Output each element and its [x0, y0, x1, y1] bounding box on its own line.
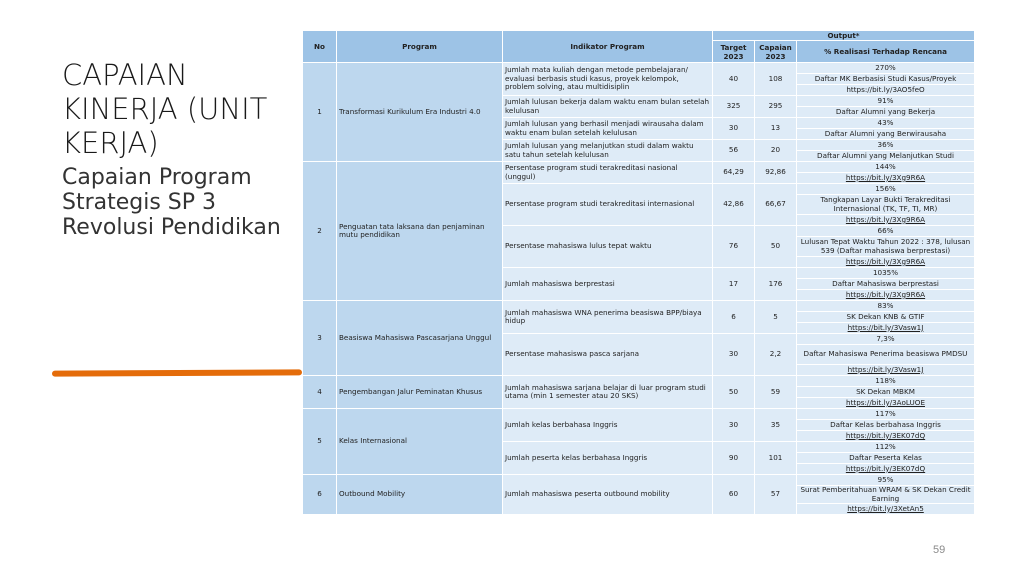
- target-value: 90: [713, 442, 755, 475]
- realisasi-link[interactable]: https://bit.ly/3AO5feO: [797, 85, 975, 96]
- target-value: 40: [713, 63, 755, 96]
- realisasi-note: Daftar Mahasiswa berprestasi: [797, 279, 975, 290]
- realisasi-percent: 117%: [797, 409, 975, 420]
- realisasi-link[interactable]: https://bit.ly/3Vasw1J: [797, 365, 975, 376]
- realisasi-link[interactable]: https://bit.ly/3Xg9R6A: [797, 215, 975, 226]
- program-no: 1: [303, 63, 337, 162]
- realisasi-percent: 91%: [797, 96, 975, 107]
- capaian-value: 57: [755, 475, 797, 515]
- program-name: Penguatan tata laksana dan penjaminan mutu pendidikan: [337, 162, 503, 301]
- indicator-text: Jumlah lulusan bekerja dalam waktu enam bulan setelah kelulusan: [503, 96, 713, 118]
- program-name: Pengembangan Jalur Peminatan Khusus: [337, 376, 503, 409]
- capaian-value: 59: [755, 376, 797, 409]
- realisasi-link[interactable]: https://bit.ly/3EK07dQ: [797, 464, 975, 475]
- program-no: 5: [303, 409, 337, 475]
- realisasi-note: Daftar Alumni yang Bekerja: [797, 107, 975, 118]
- realisasi-link[interactable]: https://bit.ly/3Xg9R6A: [797, 173, 975, 184]
- capaian-value: 108: [755, 63, 797, 96]
- header-capaian: Capaian 2023: [755, 41, 797, 63]
- realisasi-note: Daftar Kelas berbahasa Inggris: [797, 420, 975, 431]
- target-value: 30: [713, 118, 755, 140]
- realisasi-percent: 1035%: [797, 268, 975, 279]
- indicator-text: Jumlah peserta kelas berbahasa Inggris: [503, 442, 713, 475]
- realisasi-link[interactable]: https://bit.ly/3Xg9R6A: [797, 290, 975, 301]
- indicator-text: Jumlah mahasiswa sarjana belajar di luar program studi utama (min 1 semester atau 20 SKS): [503, 376, 713, 409]
- program-no: 2: [303, 162, 337, 301]
- realisasi-note: Daftar Peserta Kelas: [797, 453, 975, 464]
- realisasi-percent: 95%: [797, 475, 975, 486]
- indicator-text: Jumlah mata kuliah dengan metode pembelajaran/ evaluasi berbasis studi kasus, proyek kelompok, problem solving, atau multidisiplin: [503, 63, 713, 96]
- indicator-text: Jumlah mahasiswa peserta outbound mobility: [503, 475, 713, 515]
- capaian-value: 92,86: [755, 162, 797, 184]
- slide-title: CAPAIAN KINERJA (UNIT KERJA): [62, 58, 268, 160]
- target-value: 30: [713, 334, 755, 376]
- program-name: Beasiswa Mahasiswa Pascasarjana Unggul: [337, 301, 503, 376]
- realisasi-note: SK Dekan KNB & GTIF: [797, 312, 975, 323]
- realisasi-link[interactable]: https://bit.ly/3Vasw1J: [797, 323, 975, 334]
- target-value: 50: [713, 376, 755, 409]
- indicator-text: Jumlah mahasiswa WNA penerima beasiswa BPP/biaya hidup: [503, 301, 713, 334]
- realisasi-percent: 36%: [797, 140, 975, 151]
- program-no: 3: [303, 301, 337, 376]
- target-value: 42,86: [713, 184, 755, 226]
- capaian-value: 66,67: [755, 184, 797, 226]
- target-value: 56: [713, 140, 755, 162]
- realisasi-link[interactable]: https://bit.ly/3XetAn5: [797, 504, 975, 515]
- capaian-value: 176: [755, 268, 797, 301]
- accent-line: [52, 369, 302, 376]
- program-no: 4: [303, 376, 337, 409]
- realisasi-note: Lulusan Tepat Waktu Tahun 2022 : 378, lulusan 539 (Daftar mahasiswa berprestasi): [797, 237, 975, 257]
- realisasi-note: Tangkapan Layar Bukti Terakreditasi Internasional (TK, TF, TI, MR): [797, 195, 975, 215]
- realisasi-note: Daftar MK Berbasisi Studi Kasus/Proyek: [797, 74, 975, 85]
- header-realisasi: % Realisasi Terhadap Rencana: [797, 41, 975, 63]
- slide-subtitle: Capaian Program Strategis SP 3 Revolusi Pendidikan: [62, 165, 281, 240]
- realisasi-percent: 83%: [797, 301, 975, 312]
- capaian-value: 13: [755, 118, 797, 140]
- realisasi-percent: 144%: [797, 162, 975, 173]
- indicator-text: Persentase mahasiswa lulus tepat waktu: [503, 226, 713, 268]
- realisasi-note: Daftar Mahasiswa Penerima beasiswa PMDSU: [797, 345, 975, 365]
- capaian-value: 5: [755, 301, 797, 334]
- capaian-value: 2,2: [755, 334, 797, 376]
- realisasi-percent: 118%: [797, 376, 975, 387]
- capaian-value: 295: [755, 96, 797, 118]
- realisasi-link[interactable]: https://bit.ly/3EK07dQ: [797, 431, 975, 442]
- target-value: 60: [713, 475, 755, 515]
- realisasi-percent: 156%: [797, 184, 975, 195]
- indicator-text: Persentase program studi terakreditasi internasional: [503, 184, 713, 226]
- program-name: Outbound Mobility: [337, 475, 503, 515]
- header-output: Output*: [713, 31, 975, 41]
- realisasi-link[interactable]: https://bit.ly/3Xg9R6A: [797, 257, 975, 268]
- target-value: 17: [713, 268, 755, 301]
- realisasi-link[interactable]: https://bit.ly/3AoLUOE: [797, 398, 975, 409]
- capaian-value: 20: [755, 140, 797, 162]
- page-number: 59: [933, 544, 946, 556]
- header-indikator: Indikator Program: [503, 31, 713, 63]
- indicator-text: Jumlah mahasiswa berprestasi: [503, 268, 713, 301]
- realisasi-percent: 66%: [797, 226, 975, 237]
- target-value: 30: [713, 409, 755, 442]
- realisasi-note: Daftar Alumni yang Berwirausaha: [797, 129, 975, 140]
- realisasi-percent: 43%: [797, 118, 975, 129]
- target-value: 6: [713, 301, 755, 334]
- capaian-value: 50: [755, 226, 797, 268]
- realisasi-note: SK Dekan MBKM: [797, 387, 975, 398]
- indicator-text: Jumlah kelas berbahasa Inggris: [503, 409, 713, 442]
- indicator-text: Persentase program studi terakreditasi nasional (unggul): [503, 162, 713, 184]
- performance-table: [302, 30, 975, 515]
- header-target: Target 2023: [713, 41, 755, 63]
- indicator-text: Jumlah lulusan yang berhasil menjadi wirausaha dalam waktu enam bulan setelah kelulusan: [503, 118, 713, 140]
- capaian-value: 35: [755, 409, 797, 442]
- realisasi-note: Daftar Alumni yang Melanjutkan Studi: [797, 151, 975, 162]
- target-value: 64,29: [713, 162, 755, 184]
- header-program: Program: [337, 31, 503, 63]
- realisasi-percent: 7,3%: [797, 334, 975, 345]
- capaian-value: 101: [755, 442, 797, 475]
- realisasi-note: Surat Pemberitahuan WRAM & SK Dekan Credit Earning: [797, 486, 975, 504]
- target-value: 76: [713, 226, 755, 268]
- target-value: 325: [713, 96, 755, 118]
- header-no: No: [303, 31, 337, 63]
- realisasi-percent: 270%: [797, 63, 975, 74]
- program-name: Kelas Internasional: [337, 409, 503, 475]
- program-name: Transformasi Kurikulum Era Industri 4.0: [337, 63, 503, 162]
- program-no: 6: [303, 475, 337, 515]
- realisasi-percent: 112%: [797, 442, 975, 453]
- indicator-text: Jumlah lulusan yang melanjutkan studi dalam waktu satu tahun setelah kelulusan: [503, 140, 713, 162]
- indicator-text: Persentase mahasiswa pasca sarjana: [503, 334, 713, 376]
